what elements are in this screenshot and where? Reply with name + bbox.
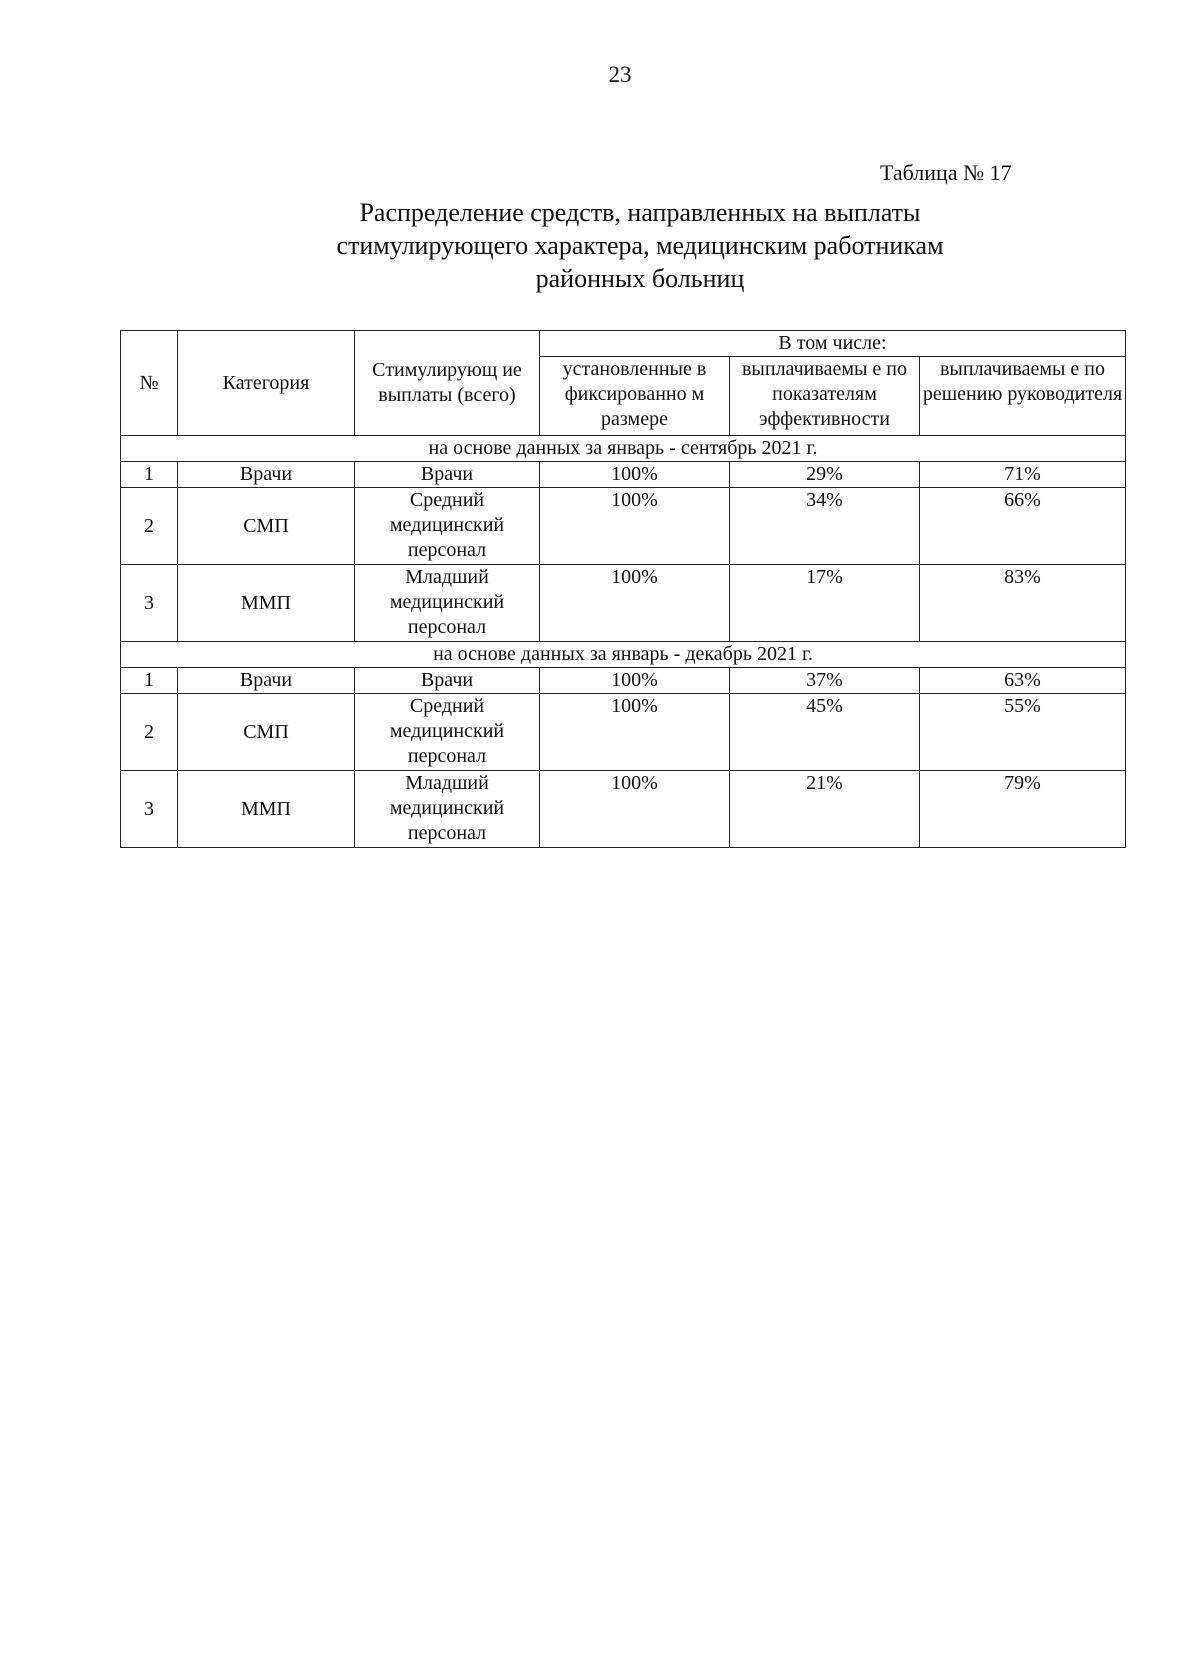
row-number: 1 <box>121 462 178 488</box>
row-category: Врачи <box>178 668 355 694</box>
header-performance: выплачиваемы е по показателям эффективности <box>730 357 920 436</box>
distribution-table <box>120 330 1126 848</box>
header-category: Категория <box>178 331 355 436</box>
row-performance-share: 21% <box>730 771 920 848</box>
row-performance-share: 34% <box>730 488 920 565</box>
title-line: Распределение средств, направленных на выплаты <box>359 198 921 227</box>
row-manager-share: 83% <box>920 565 1126 642</box>
section-row <box>121 642 1126 668</box>
section-label: на основе данных за январь - сентябрь 2021 г. <box>121 436 1126 462</box>
document-title <box>250 196 1030 295</box>
header-manager: выплачиваемы е по решению руководителя <box>920 357 1126 436</box>
header-total: Стимулирующ ие выплаты (всего) <box>355 331 540 436</box>
header-num: № <box>121 331 178 436</box>
row-manager-share: 71% <box>920 462 1126 488</box>
row-description: Младший медицинский персонал <box>355 565 540 642</box>
row-number: 1 <box>121 668 178 694</box>
row-category: Врачи <box>178 462 355 488</box>
row-category: СМП <box>178 694 355 771</box>
row-number: 3 <box>121 565 178 642</box>
header-including: В том числе: <box>540 331 1126 357</box>
row-category: ММП <box>178 565 355 642</box>
title-line: районных больниц <box>535 264 745 293</box>
header-fixed: установленные в фиксированно м размере <box>540 357 730 436</box>
table-row <box>121 694 1126 771</box>
section-row <box>121 436 1126 462</box>
row-description: Средний медицинский персонал <box>355 694 540 771</box>
table-row <box>121 565 1126 642</box>
row-category: СМП <box>178 488 355 565</box>
row-fixed-share: 100% <box>540 771 730 848</box>
row-manager-share: 63% <box>920 668 1126 694</box>
page-number: 23 <box>608 62 632 87</box>
row-fixed-share: 100% <box>540 488 730 565</box>
row-number: 3 <box>121 771 178 848</box>
table-row <box>121 488 1126 565</box>
row-fixed-share: 100% <box>540 668 730 694</box>
row-fixed-share: 100% <box>540 462 730 488</box>
row-number: 2 <box>121 488 178 565</box>
row-fixed-share: 100% <box>540 694 730 771</box>
row-performance-share: 17% <box>730 565 920 642</box>
row-description: Врачи <box>355 668 540 694</box>
row-manager-share: 66% <box>920 488 1126 565</box>
table-label: Таблица № 17 <box>880 160 1012 185</box>
row-manager-share: 55% <box>920 694 1126 771</box>
row-fixed-share: 100% <box>540 565 730 642</box>
row-description: Младший медицинский персонал <box>355 771 540 848</box>
table-row <box>121 771 1126 848</box>
row-manager-share: 79% <box>920 771 1126 848</box>
row-performance-share: 45% <box>730 694 920 771</box>
row-number: 2 <box>121 694 178 771</box>
row-description: Врачи <box>355 462 540 488</box>
table-row <box>121 462 1126 488</box>
table-body <box>121 436 1126 848</box>
table-row <box>121 668 1126 694</box>
row-category: ММП <box>178 771 355 848</box>
row-description: Средний медицинский персонал <box>355 488 540 565</box>
row-performance-share: 37% <box>730 668 920 694</box>
row-performance-share: 29% <box>730 462 920 488</box>
section-label: на основе данных за январь - декабрь 2021 г. <box>121 642 1126 668</box>
title-line: стимулирующего характера, медицинским работникам <box>336 231 944 260</box>
